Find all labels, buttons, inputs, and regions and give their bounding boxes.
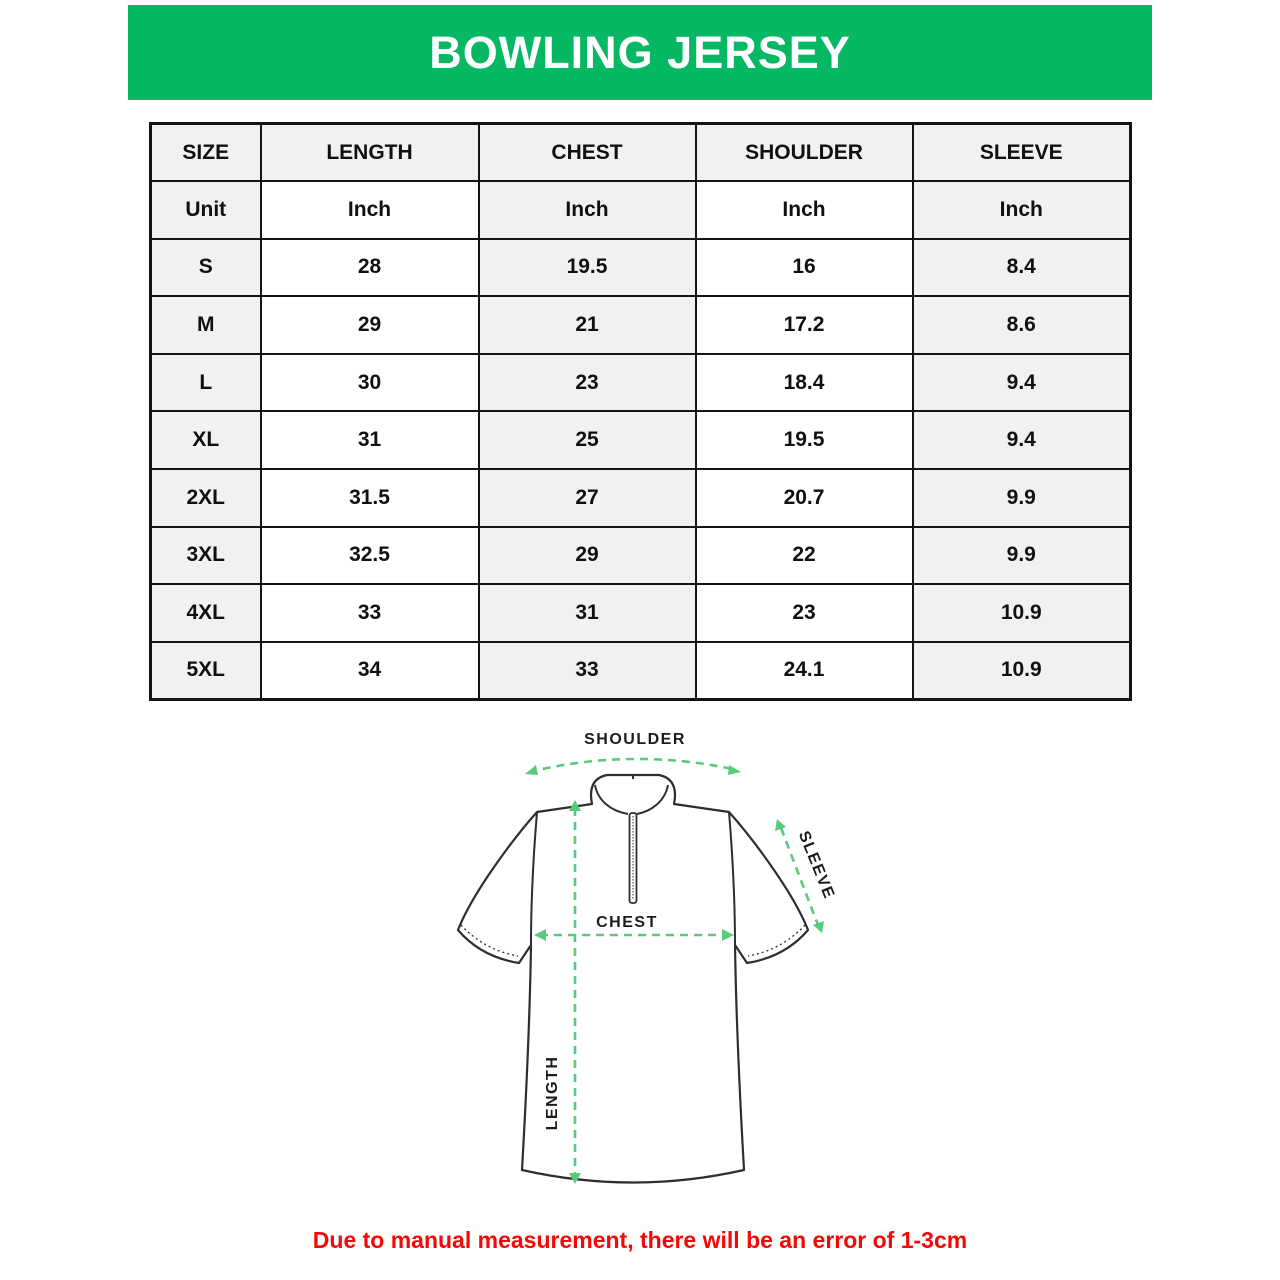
value-cell: 32.5 (261, 527, 479, 585)
jersey-diagram (420, 713, 860, 1205)
table-row (151, 584, 1131, 642)
length-label: LENGTH (544, 1055, 561, 1131)
value-cell: 31.5 (261, 469, 479, 527)
column-header-sleeve: SLEEVE (913, 124, 1131, 182)
size-label-cell: M (151, 296, 261, 354)
value-cell: 34 (261, 642, 479, 700)
value-cell: 21 (479, 296, 696, 354)
size-label-cell: 4XL (151, 584, 261, 642)
unit-label-cell: Unit (151, 181, 261, 239)
column-header-shoulder: SHOULDER (696, 124, 913, 182)
title-banner (128, 5, 1152, 100)
value-cell: 18.4 (696, 354, 913, 412)
size-label-cell: L (151, 354, 261, 412)
value-cell: 25 (479, 411, 696, 469)
value-cell: 23 (479, 354, 696, 412)
size-label-cell: 2XL (151, 469, 261, 527)
value-cell: 33 (479, 642, 696, 700)
size-label-cell: 3XL (151, 527, 261, 585)
column-header-length: LENGTH (261, 124, 479, 182)
unit-cell: Inch (696, 181, 913, 239)
value-cell: 29 (479, 527, 696, 585)
value-cell: 17.2 (696, 296, 913, 354)
value-cell: 16 (696, 239, 913, 297)
header-row (151, 124, 1131, 182)
value-cell: 31 (261, 411, 479, 469)
unit-cell: Inch (479, 181, 696, 239)
value-cell: 9.4 (913, 354, 1131, 412)
table-row (151, 411, 1131, 469)
size-label-cell: XL (151, 411, 261, 469)
sleeve-label: SLEEVE (794, 828, 838, 902)
shoulder-label: SHOULDER (584, 731, 686, 748)
table-row (151, 527, 1131, 585)
value-cell: 27 (479, 469, 696, 527)
value-cell: 30 (261, 354, 479, 412)
value-cell: 23 (696, 584, 913, 642)
value-cell: 33 (261, 584, 479, 642)
value-cell: 19.5 (479, 239, 696, 297)
column-header-size: SIZE (151, 124, 261, 182)
value-cell: 19.5 (696, 411, 913, 469)
value-cell: 22 (696, 527, 913, 585)
table-row (151, 642, 1131, 700)
arrowhead (525, 765, 538, 775)
measurement-note: Due to manual measurement, there will be an error of 1-3cm (312, 1227, 968, 1253)
chest-label: CHEST (596, 914, 658, 931)
unit-cell: Inch (261, 181, 479, 239)
value-cell: 10.9 (913, 584, 1131, 642)
size-label-cell: S (151, 239, 261, 297)
value-cell: 10.9 (913, 642, 1131, 700)
shoulder-measure-arrow (529, 759, 737, 772)
size-label-cell: 5XL (151, 642, 261, 700)
value-cell: 20.7 (696, 469, 913, 527)
value-cell: 31 (479, 584, 696, 642)
column-header-chest: CHEST (479, 124, 696, 182)
value-cell: 8.4 (913, 239, 1131, 297)
table-row (151, 354, 1131, 412)
page-title: BOWLING JERSEY (429, 26, 851, 78)
unit-row (151, 181, 1131, 239)
value-cell: 24.1 (696, 642, 913, 700)
value-cell: 9.4 (913, 411, 1131, 469)
arrowhead (728, 765, 741, 775)
value-cell: 9.9 (913, 527, 1131, 585)
value-cell: 9.9 (913, 469, 1131, 527)
table-row (151, 469, 1131, 527)
value-cell: 8.6 (913, 296, 1131, 354)
value-cell: 29 (261, 296, 479, 354)
size-chart-table (149, 122, 1132, 701)
value-cell: 28 (261, 239, 479, 297)
unit-cell: Inch (913, 181, 1131, 239)
table-row (151, 296, 1131, 354)
table-row (151, 239, 1131, 297)
